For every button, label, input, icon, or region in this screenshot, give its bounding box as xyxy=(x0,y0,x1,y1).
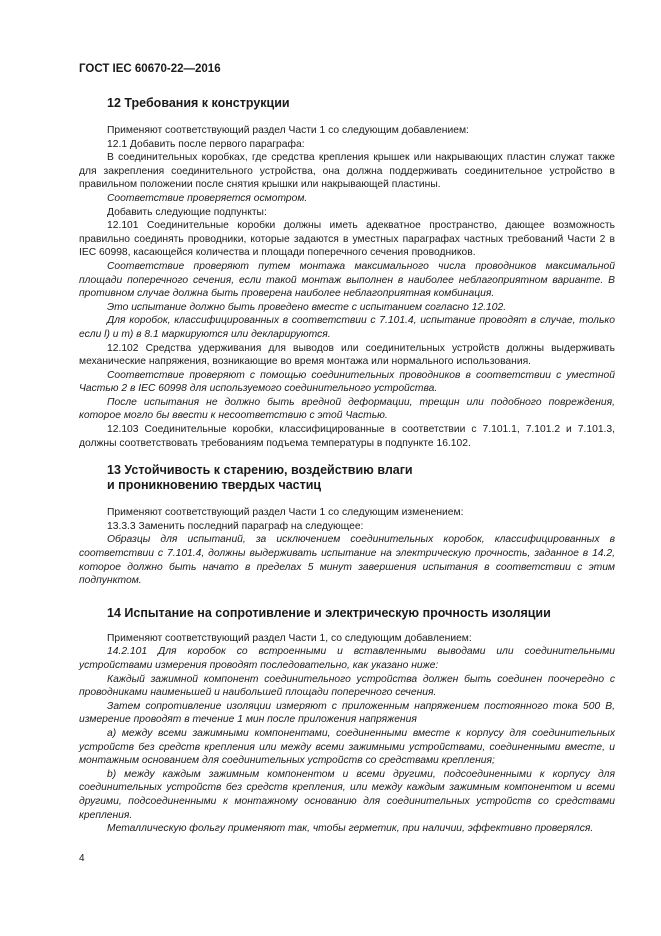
paragraph: Соответствие проверяют с помощью соединительных проводников в соответствии с уместной Частью 2 в IEC 60998 для используемого соединительного устройства. xyxy=(79,369,615,395)
paragraph: Затем сопротивление изоляции измеряют с приложенным напряжением постоянного тока 500 В, измерение проводят в течение 1 мин после приложения напряжения xyxy=(79,700,615,726)
paragraph: 13.3.3 Заменить последний параграф на следующее: xyxy=(107,520,364,532)
paragraph: 14.2.101 Для коробок со встроенными и вставленными выводами или соединительными устройствами измерения проводят последовательно, как указано ниже: xyxy=(79,646,615,671)
page-number: 4 xyxy=(79,853,85,864)
section-13-title-line1: 13 Устойчивость к старению, воздействию влаги xyxy=(107,463,413,478)
section-13-title-line2: и проникновению твердых частиц xyxy=(107,478,322,493)
paragraph: Применяют соответствующий раздел Части 1 со следующим изменением: xyxy=(107,507,464,519)
paragraph: Образцы для испытаний, за исключением соединительных коробок, классифицированных в соответствии с 7.101.4, должны выдерживать испытание на электрическую прочность, заданное в 14.2, которое должно быть начато в пределах 5 минут завершения испытания в соответствии с этим подпунктом. xyxy=(79,534,615,587)
document-header: ГОСТ IEC 60670-22—2016 xyxy=(79,63,221,75)
paragraph: 12.101 Соединительные коробки должны иметь адекватное пространство, дающее возможность правильно соединять проводники, которые задаются в уместных параграфах частных требований Части 2 в IEC 60998, касающейся количества и площади поперечного сечения проводников. xyxy=(79,220,615,259)
paragraph: Это испытание должно быть проведено вместе с испытанием согласно 12.102. xyxy=(107,301,507,313)
paragraph: 12.102 Средства удерживания для выводов или соединительных устройств должны выдерживать механические напряжения, возникающие во время монтажа или нормального использования. xyxy=(79,342,615,368)
page-content xyxy=(79,88,615,836)
paragraph: Соответствие проверяется осмотром. xyxy=(107,192,308,204)
paragraph: Добавить следующие подпункты: xyxy=(107,206,267,218)
paragraph: Металлическую фольгу применяют так, чтобы герметик, при наличии, эффективно проверялся. xyxy=(107,823,594,835)
paragraph: Каждый зажимной компонент соединительного устройства должен быть соединен поочередно с проводниками наименьшей и наибольшей площади поперечного сечения. xyxy=(79,673,615,699)
paragraph: Соответствие проверяют путем монтажа максимального числа проводников максимальной площади поперечного сечения, если такой монтаж выполнен в наиболее неблагоприятном варианте. В противном случае должна быть проверена наиболее неблагоприятная комбинация. xyxy=(79,260,615,300)
paragraph: После испытания не должно быть вредной деформации, трещин или подобного повреждения, которое могло бы ввести к несоответствию с этой Частью. xyxy=(79,396,615,422)
section-14-body xyxy=(79,632,615,836)
section-12-title: 12 Требования к конструкции xyxy=(107,96,290,110)
paragraph: В соединительных коробках, где средства крепления крышек или накрывающих пластин служат также для закрепления соединительного устройства, она должна поддерживать соединительное устройство в правильном положении после снятия крышки или накрывающей пластины. xyxy=(79,152,615,191)
paragraph: 12.1 Добавить после первого параграфа: xyxy=(107,138,305,150)
paragraph: 12.103 Соединительные коробки, классифицированные в соответствии с 7.101.1, 7.101.2 и 7.101.3, должны соответствовать требованиям подъема температуры в подпункте 16.102. xyxy=(79,424,615,449)
paragraph: Применяют соответствующий раздел Части 1, со следующим добавлением: xyxy=(107,632,472,644)
paragraph: a) между всеми зажимными компонентами, соединенными вместе к корпусу для соединительных устройств без средств крепления или между всеми зажимными устройствами, соединенными вместе, и монтажным основанием для соединительных устройств со средствами крепления; xyxy=(79,727,615,767)
paragraph: Применяют соответствующий раздел Части 1 со следующим добавлением: xyxy=(107,125,469,136)
section-14-title: 14 Испытание на сопротивление и электрическую прочность изоляции xyxy=(107,605,551,620)
paragraph: b) между каждым зажимным компонентом и всеми другими, подсоединенными к корпусу для соединительных устройств без средств крепления, или между каждым зажимным компонентом и всеми другими, подсоединенными к монтажному основанию для соединительных устройств со средствами крепления. xyxy=(79,768,615,821)
section-13-body xyxy=(79,506,615,588)
paragraph: Для коробок, классифицированных в соответствии с 7.101.4, испытание проводят в случае, только если l) и m) в 8.1 маркируются или декларируются. xyxy=(79,315,615,340)
section-13-title xyxy=(79,463,615,493)
section-12-body xyxy=(79,124,615,450)
